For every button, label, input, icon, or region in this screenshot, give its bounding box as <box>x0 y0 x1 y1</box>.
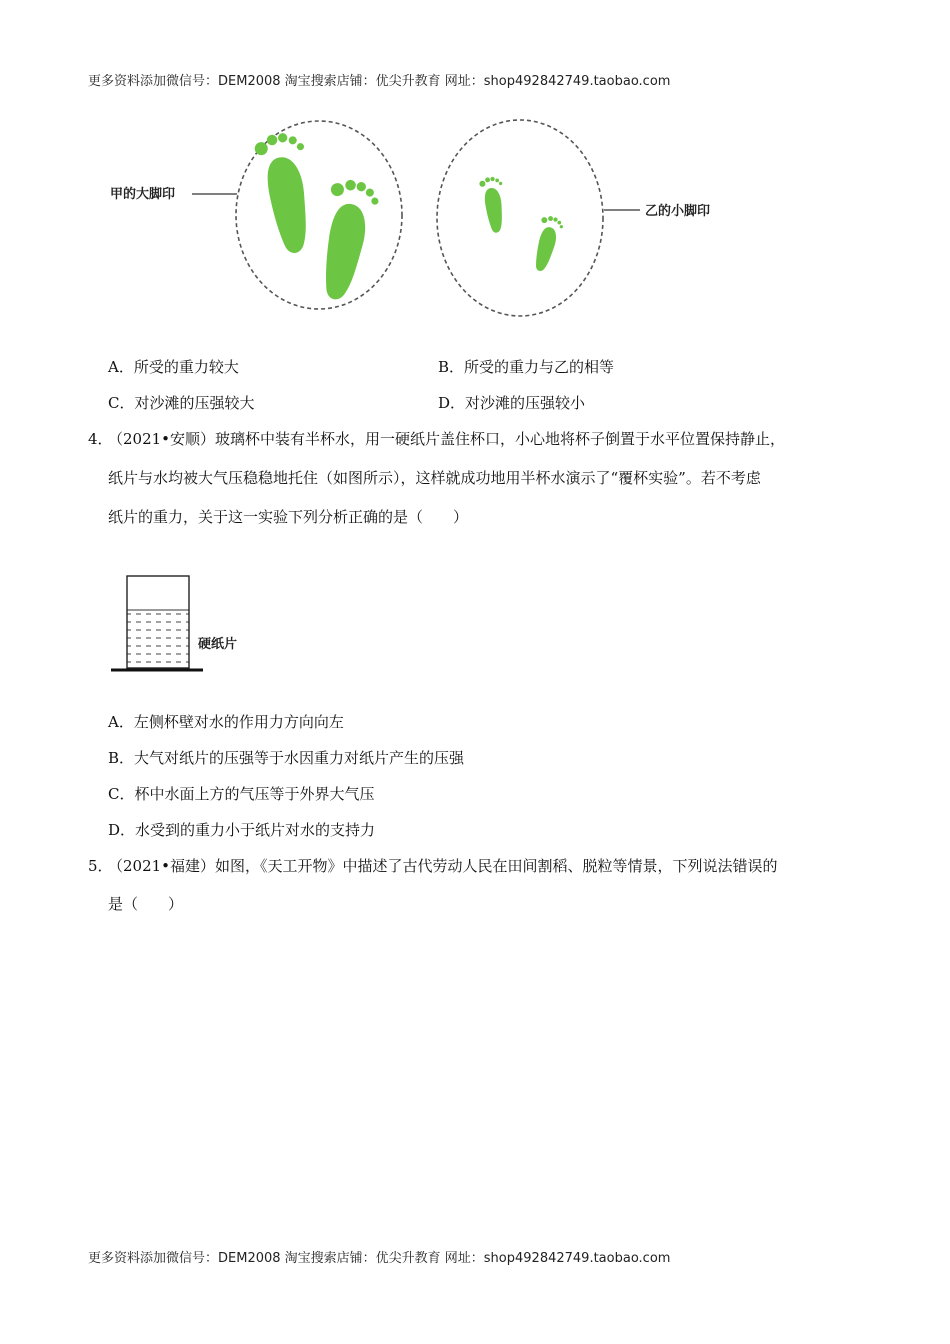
q4-option-b[interactable] <box>108 747 464 768</box>
q4-number: 4． <box>88 430 113 448</box>
small-footprint-icon <box>479 175 565 274</box>
q4-stem-line-2: 纸片与水均被大气压稳稳地托住（如图所示），这样就成功地用半杯水演示了“覆杯实验”。若不考虑 <box>108 469 761 487</box>
option-letter: C． <box>108 785 135 803</box>
q4-option-c[interactable] <box>108 783 375 804</box>
option-letter: A． <box>108 358 134 376</box>
water <box>127 610 189 668</box>
big-footprint-icon <box>252 129 380 304</box>
option-letter: D． <box>108 821 136 839</box>
option-letter: B． <box>438 358 465 376</box>
q5-number: 5． <box>88 857 113 875</box>
option-letter: B． <box>108 749 135 767</box>
option-text: 对沙滩的压强较小 <box>465 394 586 412</box>
option-letter: D． <box>438 394 466 412</box>
label-big-footprint: 甲的大脚印 <box>110 187 176 202</box>
q4-stem-line-3: 纸片的重力，关于这一实验下列分析正确的是（ ） <box>108 508 469 526</box>
q5-stem-line-1: （2021•福建）如图，《天工开物》中描述了古代劳动人民在田间割稻、脱粒等情景，下列说法错误的 <box>108 857 778 875</box>
label-paper-card: 硬纸片 <box>198 637 238 652</box>
option-letter: A． <box>108 713 134 731</box>
inverted-cup-figure <box>105 570 265 680</box>
q4-option-a[interactable] <box>108 711 344 732</box>
label-small-footprint: 乙的小脚印 <box>645 204 711 219</box>
q4-stem-line-1: （2021•安顺）玻璃杯中装有半杯水，用一硬纸片盖住杯口，小心地将杯子倒置于水平位置保持静止， <box>108 430 786 448</box>
option-text: 杯中水面上方的气压等于外界大气压 <box>134 785 375 803</box>
q3-option-a[interactable] <box>108 356 239 377</box>
option-letter: C． <box>108 394 135 412</box>
page-header: 更多资料添加微信号：DEM2008 淘宝搜索店铺：优尖升教育 网址：shop492842749.taobao.com <box>88 74 671 89</box>
page-footer: 更多资料添加微信号：DEM2008 淘宝搜索店铺：优尖升教育 网址：shop492842749.taobao.com <box>88 1251 671 1266</box>
option-text: 所受的重力较大 <box>133 358 239 376</box>
option-text: 大气对纸片的压强等于水因重力对纸片产生的压强 <box>134 749 465 767</box>
small-footprint-circle <box>437 120 603 316</box>
q3-option-b[interactable] <box>438 356 614 377</box>
footprint-figure <box>100 110 740 330</box>
option-text: 左侧杯壁对水的作用力方向向左 <box>133 713 344 731</box>
option-text: 对沙滩的压强较大 <box>134 394 255 412</box>
option-text: 水受到的重力小于纸片对水的支持力 <box>135 821 376 839</box>
q3-option-d[interactable] <box>438 392 585 413</box>
q3-option-c[interactable] <box>108 392 255 413</box>
option-text: 所受的重力与乙的相等 <box>464 358 615 376</box>
q5-stem-line-2: 是（ ） <box>108 895 184 913</box>
q4-option-d[interactable] <box>108 819 375 840</box>
